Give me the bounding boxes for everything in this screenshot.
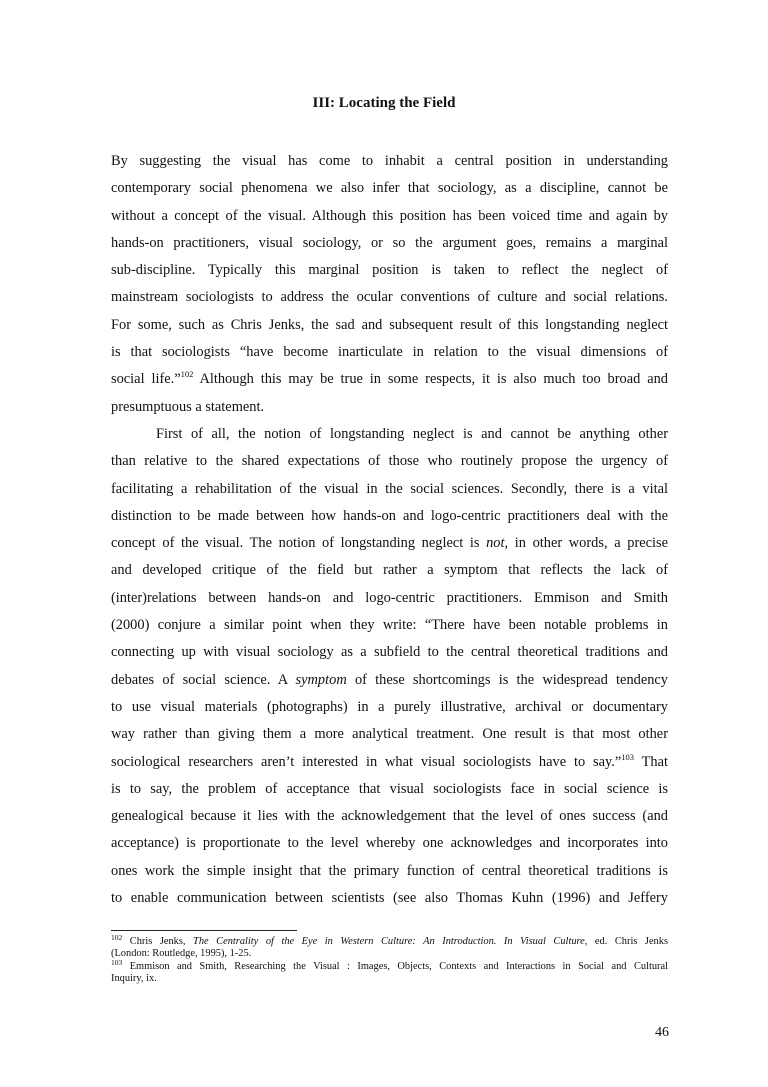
text-segment: debates of social science. A — [111, 671, 296, 688]
text-line: By suggesting the visual has come to inhabit a central position in understanding — [111, 153, 668, 169]
text-line: mainstream sociologists to address the ocular conventions of culture and social relations. — [111, 289, 668, 306]
paragraph-1 — [111, 148, 668, 421]
footnote-102 — [111, 933, 668, 948]
emphasis-text: The Centrality of the Eye in Western Culture: An Introduction. In Visual Culture — [193, 936, 585, 947]
text-segment: Although this may be true in some respects, it is also much too broad and — [193, 371, 668, 388]
text-line: to enable communication between scientists (see also Thomas Kuhn (1996) and Jeffery — [111, 890, 668, 907]
text-segment: Chris Jenks, — [122, 936, 194, 947]
text-line: and developed critique of the field but rather a symptom that reflects the lack of — [111, 562, 668, 579]
text-line — [111, 667, 668, 694]
text-line: sub-discipline. Typically this marginal position is taken to reflect the neglect of — [111, 262, 668, 279]
footnotes — [111, 933, 668, 986]
footnote-divider — [111, 930, 297, 931]
text-line: acceptance) is proportionate to the level whereby one acknowledges and incorporates into — [111, 835, 668, 852]
text-segment: social life.” — [111, 371, 181, 388]
text-line: hands-on practitioners, visual sociology, or so the argument goes, remains a marginal — [111, 234, 668, 251]
text-line: without a concept of the visual. Although this position has been voiced time and again by — [111, 207, 668, 224]
text-line: First of all, the notion of longstanding neglect is and cannot be anything other — [156, 426, 668, 442]
text-line: distinction to be made between how hands-on and logo-centric practitioners deal with the — [111, 507, 668, 524]
footnote-103 — [111, 957, 668, 973]
footnote-102-continued: (London: Routledge, 1995), 1-25. — [111, 948, 252, 960]
text-line — [111, 366, 668, 393]
text-line: ones work the simple insight that the primary function of central theoretical traditions is — [111, 862, 668, 879]
text-segment: concept of the visual. The notion of longstanding neglect is — [111, 535, 487, 552]
footnote-marker: 102 — [111, 933, 123, 942]
text-line: facilitating a rehabilitation of the visual in the social sciences. Secondly, there is a vital — [111, 480, 668, 497]
text-line: is to say, the problem of acceptance that visual sociologists face in social science is — [111, 780, 668, 797]
emphasis-text: not — [486, 535, 505, 552]
text-segment: , ed. Chris Jenks — [584, 936, 668, 947]
text-segment: Emmison and Smith, Researching the Visual : Images, Objects, Contexts and Interactions in Social and Cultural — [122, 960, 668, 972]
text-line: is that sociologists “have become inarticulate in relation to the visual dimensions of — [111, 344, 668, 361]
text-line: connecting up with visual sociology as a subfield to the central theoretical traditions and — [111, 644, 668, 661]
text-line: presumptuous a statement. — [111, 398, 265, 415]
text-line: genealogical because it lies with the acknowledgement that the level of ones success (and — [111, 808, 668, 825]
section-heading: III: Locating the Field — [312, 95, 456, 111]
text-line: contemporary social phenomena we also infer that sociology, as a discipline, cannot be — [111, 180, 668, 197]
text-line: (inter)relations between hands-on and logo-centric practitioners. Emmison and Smith — [111, 589, 668, 606]
page-number: 46 — [655, 1025, 669, 1040]
text-line: way rather than giving them a more analytical treatment. One result is that most other — [111, 726, 668, 743]
footnote-reference-102[interactable]: 102 — [180, 369, 194, 380]
text-line — [111, 530, 668, 557]
text-line — [111, 749, 668, 776]
text-line: (2000) conjure a similar point when they write: “There have been notable problems in — [111, 617, 668, 634]
text-line: to use visual materials (photographs) in a purely illustrative, archival or documentary — [111, 698, 668, 715]
text-line: than relative to the shared expectations of those who routinely propose the urgency of — [111, 453, 668, 470]
text-segment: That — [634, 753, 668, 770]
emphasis-text: symptom — [295, 671, 347, 688]
footnote-reference-103[interactable]: 103 — [621, 751, 634, 762]
text-segment: of these shortcomings is the widespread tendency — [346, 671, 669, 688]
footnote-marker: 103 — [111, 957, 123, 967]
text-segment: sociological researchers aren’t interested in what visual sociologists have to say.” — [111, 753, 622, 770]
text-line: For some, such as Chris Jenks, the sad and subsequent result of this longstanding neglect — [111, 316, 668, 333]
text-segment: , in other words, a precise — [504, 535, 668, 552]
paragraph-2 — [111, 421, 668, 912]
footnote-103-continued: Inquiry, ix. — [111, 973, 157, 985]
